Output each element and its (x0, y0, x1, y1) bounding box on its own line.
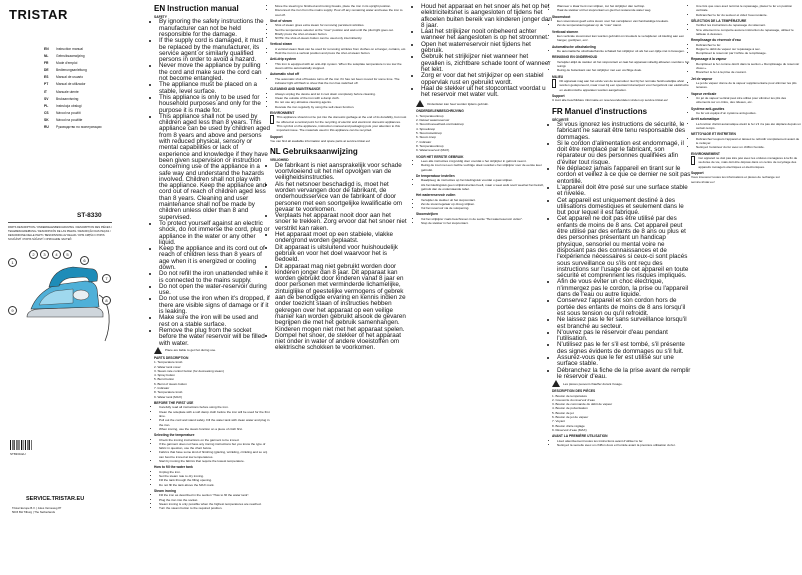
autooff-heading: Automatische uitschakeling (552, 44, 596, 49)
language-label: Manual de utilizador (56, 82, 86, 87)
safety-item: • Haal de stekker uit het stopcontact voordat u het reservoir met water vult. (421, 86, 553, 99)
part-item: 4. Bouton de pulvérisation (552, 406, 588, 411)
language-entry (44, 46, 112, 53)
recycle-bin-icon (691, 156, 695, 165)
fill-list (154, 470, 270, 487)
part-item: 9. Waterreservoir (MAX) (416, 148, 450, 153)
instruction-item: • NOTE: the shot-of-steam button can be used only intermittently. (275, 36, 407, 40)
safety-item: • Als het netsnoer beschadigd is, moet het worden vervangen door de fabrikant, de onderhoudsservice van de fabrikant of door personen met een soortgelijke kwalificatie om gevaar te voorkomen. (275, 182, 407, 213)
instruction-item: • Disconnect the iron from the mains supply. Pour off any remaining water and leave the iron to cool off. (275, 8, 407, 17)
part-item: 2. Water tank cover (154, 364, 181, 369)
ironing-finish-list (552, 4, 691, 13)
instruction-item: • Le jet de vapeur donne de la vapeur supplémentaire pour éliminer les plis tenaces. (696, 81, 801, 90)
part-item: 1. Temperatuurknop (416, 113, 444, 118)
support-text: Vous trouverez toutes les informations et pièces de rechange sur service.tristar.eu ! (691, 175, 780, 184)
language-code: RU (44, 125, 49, 130)
warning-text: Les pièces peuvent chauffer durant l'usage. (563, 381, 623, 386)
instruction-item: • Vul het strijkijzer zoals beschreven in de sectie "Het waterreservoir vullen". (421, 217, 553, 221)
fill-heading: Het waterreservoir vullen (416, 193, 456, 198)
part-item: 7. Indicator (416, 139, 432, 144)
instruction-item: • Lees alle instructies zorgvuldig door voordat u het strijkijzer in gebruik neemt. (421, 159, 553, 163)
instruction-item: • Stop de stekker in het stopcontact. (421, 221, 553, 225)
environment-block (270, 115, 407, 132)
instruction-item: • Do not use any abrasive cleaning agents. (275, 100, 407, 104)
nl-column (416, 4, 553, 225)
safety-item: • Dompel het snoer, de stekker of het apparaat niet onder in water of andere vloeistoffen om elektrische schokken te voorkomen. (275, 333, 407, 352)
instruction-item: • Descale the iron regularly by using the self-clean function. (275, 105, 407, 109)
fill-heading: Remplissage du réservoir d'eau (691, 38, 741, 43)
model-number: ST-8330 (77, 212, 102, 219)
instruction-item: • Vul het reservoir via de vulopening. (421, 206, 553, 210)
temperature-list (691, 23, 801, 36)
safety-item: • Remove the plug from the socket before the water reservoir will be filled with water. (159, 328, 270, 347)
instruction-item: • Débranchez le fer du secteur et videz l'eau restante. (696, 13, 801, 17)
parts-description-heading: PARTS DESCRIPTION / ONDERDELENBESCHRIJVING / DESCRIPTION DES PIÈCES / TEILEBESCHREIBUNG / DESCRIPCIÓN DE LAS PIEZAS / DESCRIÇÃO DAS PEÇAS / DESCRIZIONE DELLE PARTI / BESKRIVNING AV DELAR / OPIS CZĘŚCI / POPIS SOUČÁSTÍ / POPIS SÚČASTÍ / ОПИСАНИЕ ЧАСТЕЙ (8, 226, 112, 241)
environment-heading: ENVIRONMENT (270, 111, 295, 116)
safety-item: • Cet appareil est uniquement destiné à des utilisations domestiques et seulement dans le but pour lequel il est fabriqué. (557, 198, 691, 217)
temperature-list (416, 178, 553, 191)
autooff-list (270, 77, 407, 86)
language-label: Návod na použitie (56, 117, 83, 122)
language-label: Bedienungsanleitung (56, 68, 87, 73)
support-heading: Support (691, 171, 704, 176)
instruction-item: • A vertical steam blast can be used for removing wrinkles from clothes on a hanger, curtains, etc. (275, 47, 407, 51)
instruction-item: • Wanneer u klaar bent met strijken, zet het strijkijzer dan rechtop. (557, 4, 691, 8)
instruction-item: • Always unplug the device and let it cool down completely before cleaning. (275, 92, 407, 96)
warning-icon (416, 100, 424, 107)
safety-item: • Make sure the iron will be used and rest on a stable surface. (159, 315, 270, 328)
part-item: 2. Deksel waterreservoir (416, 118, 450, 123)
language-entry (44, 67, 112, 74)
language-code: CS (44, 110, 49, 115)
before-first-use-heading: BEFORE THE FIRST USE (154, 400, 194, 405)
before-first-use-list (416, 159, 553, 172)
language-list (44, 46, 112, 131)
vertical-heading: Vapeur verticale (691, 91, 717, 96)
part-item: 4. Spray button (154, 373, 175, 378)
cleaning-heading: CLEANING AND MAINTENANCE (270, 87, 321, 92)
language-entry (44, 117, 112, 124)
address-line: 5015 BH Tilburg | The Netherlands (12, 510, 55, 514)
parts-heading: PARTS DESCRIPTION (154, 355, 189, 360)
safety-item: • Débranchez la fiche de la prise avant de remplir le réservoir d'eau. (557, 368, 691, 381)
safety-item: • Het apparaat moet op een stabiele, vlakke ondergrond worden geplaatst. (275, 232, 407, 245)
hot-surface-warning (154, 347, 270, 354)
instruction-item: • Start by ironing the fabrics that require the lowest temperature. (159, 459, 270, 463)
brand-logo: TRISTAR (9, 7, 68, 22)
nl-fr-column (552, 4, 691, 447)
recycle-bin-icon (270, 115, 274, 124)
shot-list (270, 23, 407, 40)
instruction-item: • Nettoyez la semelle avec un chiffon doux et humide avant la première utilisation du fer. (557, 443, 691, 447)
cleaning-list (270, 92, 407, 109)
barcode-icon (10, 440, 32, 450)
safety-item: • N'utilisez pas le fer s'il est tombé, s'il présente des signes évidents de dommages ou s'il fuit. (557, 342, 691, 355)
steam-list (691, 62, 801, 75)
environment-block (691, 156, 801, 169)
vertical-list (691, 96, 801, 105)
before-first-use-list (552, 439, 691, 448)
instruction-item: • Check the ironing instructions on the garment to be ironed. (159, 438, 270, 442)
instruction-item: • When ironing, use the steam function on a piece of cloth first. (159, 427, 270, 431)
safety-item: • De fabrikant is niet aansprakelijk voor schade voortvloeiend uit het niet opvolgen van de veiligheidsinstructies. (275, 163, 407, 182)
part-item: 6. Bouton de jet de vapeur (552, 415, 589, 420)
callout-6: 6 (80, 256, 89, 265)
part-item: 1. Bouton de température (552, 393, 588, 398)
instruction-item: • Reinig de buitenkant van het strijkijzer met een vochtige doek. (557, 68, 691, 72)
callout-9: 9 (8, 306, 17, 315)
lang-code: EN (154, 4, 166, 13)
en-nl-column (270, 4, 407, 352)
instruction-item: • La fonction d'arrêt automatique éteint le fer s'il n'a pas été déplacé depuis un certain temps. (696, 122, 801, 131)
language-label: Manuale utente (56, 89, 79, 94)
safety-item: • Ne déplacez jamais l'appareil en tirant sur le cordon et veillez à ce que ce dernier ne soit pas entortillé. (557, 166, 691, 185)
safety-item: • Afin de vous éviter un choc électrique, n'immergez pas le cordon, la prise ou l'appareil dans de l'eau ou autre liquide. (557, 279, 691, 298)
instruction-item: • Raadpleeg de instructies op het kledingstuk voordat u gaat strijken. (421, 178, 553, 182)
language-code: PL (44, 103, 49, 108)
safety-item: • N'ouvrez pas le réservoir d'eau pendant l'utilisation. (557, 330, 691, 343)
divider (8, 222, 112, 223)
shot-heading: Stoomstoot (552, 14, 571, 19)
fr-heading (552, 107, 691, 116)
temperature-heading: SÉLECTION DE LA TEMPÉRATURE (691, 18, 747, 23)
part-item: 3. Steam rate control button (for decreasing steam) (154, 368, 224, 373)
instruction-item: • Lisez attentivement toutes les instructions avant d'utiliser le fer. (557, 439, 691, 443)
shot-heading: Shot of steam (270, 18, 292, 23)
instruction-item: • Fabrics that have some kind of finishing (glazing, wrinkling, crinkling and so on) can best be ironed at low temperatures. (159, 450, 270, 459)
language-label: Bruksanvisning (56, 96, 79, 101)
safety-item: • Zorg er voor dat het strijkijzer op een stabiel oppervlak rust en gebruikt wordt. (421, 73, 553, 86)
safety-item: • Do not use the iron when it's dropped, if there are visible signs of damage or if it is leaking. (159, 296, 270, 315)
instruction-item: • Plug the iron into the socket. (159, 498, 270, 502)
language-label: Instrukcja obsługi (56, 103, 82, 108)
before-first-use-list (154, 405, 270, 431)
instruction-item: • Fill the tank through the filling opening. (159, 478, 270, 482)
language-label: Návod na použití (56, 110, 81, 115)
instruction-item: • Clean the soleplate with a soft damp cloth before the iron will be used for the first time. (159, 410, 270, 419)
instruction-item: • Unplug the iron. (159, 470, 270, 474)
warning-icon (154, 347, 162, 354)
safety-list (552, 122, 691, 380)
parts-heading: ONDERDELENBESCHRIJVING (416, 109, 464, 114)
parts-list (416, 114, 553, 153)
instruction-item: • Als het kledingstuk geen strijkinstructies heeft, maar u weet welk soort weefsel het betreft, gebruik dan de onderstaande tabel. (421, 183, 553, 192)
instruction-item: • Een verticale stoomstoot kan worden gebruikt om kreukels te verwijderen uit kleding aan een hanger, gordijnen, enz. (557, 34, 691, 43)
instruction-item: • Débranchez le fer. (696, 43, 801, 47)
safety-item: • L'appareil doit être posé sur une surface stable et nivelée. (557, 185, 691, 198)
language-code: FR (44, 61, 49, 66)
language-label: Manual de usuario (56, 75, 84, 80)
safety-heading: VEILIGHEID (270, 158, 289, 163)
language-entry (44, 89, 112, 96)
instruction-item: • The automatic shut off feature turns off the iron if it has not been moved for some time. The indicator light will flash to show that the iron has switched off. (275, 77, 407, 86)
barcode-label: ST8330-EU (10, 452, 26, 456)
instruction-item: • Fill the iron as described in the section "How to fill the water tank". (159, 493, 270, 497)
antidrip-list (691, 111, 801, 115)
part-item: 5. Stoomstootknop (416, 131, 442, 136)
part-item: 3. Bouton de commande du débit de vapeur (552, 402, 613, 407)
instruction-item: • This iron is equipped with an anti-drip system. When the soleplate temperature is too low the steam will be automatically stopped. (275, 62, 407, 71)
company-address (12, 506, 112, 514)
instruction-item: • If the garment does not have any ironing instructions but you know the type of fabric in question, use the chart below. (159, 442, 270, 451)
language-code: SV (44, 96, 49, 101)
language-code: IT (44, 89, 47, 94)
support-text: You can find all available information and spare parts at service.tristar.eu! (270, 139, 371, 144)
language-entry (44, 124, 112, 131)
part-item: 6. Burst of steam button (154, 381, 187, 386)
en-column (154, 4, 270, 510)
instruction-item: • Set the steam rate to dry ironing. (159, 474, 270, 478)
part-item: 6. Stoom knop (416, 135, 436, 140)
lang-code: NL (270, 147, 281, 157)
instruction-item: • Débranchez toujours l'appareil et laissez-le refroidir complètement avant de le nettoyer. (696, 137, 801, 146)
service-url[interactable]: SERVICE.TRISTAR.EU (26, 496, 85, 502)
instruction-item: • Do not fill the tank above the MAX mark. (159, 483, 270, 487)
vertical-heading: Vertical steam (270, 42, 293, 47)
environment-block (552, 79, 691, 92)
safety-item: • Verplaats het apparaat nooit door aan het snoer te trekken. Zorg ervoor dat het snoer niet verstrikt kan raken. (275, 213, 407, 232)
autooff-list (691, 122, 801, 131)
cleaning-list (691, 137, 801, 150)
environment-text: Cet appareil ne doit pas être jeté avec les ordures ménagères à la fin de sa durée de vie, mais doit être déposé dans un centre de recyclage des appareils ménagers électriques et électroniques. (698, 156, 798, 169)
instruction-item: • Si le vêtement ne comporte aucune instruction de repassage, utilisez le tableau ci-dessous. (696, 28, 801, 37)
ironing-finish-list (691, 4, 801, 17)
instruction-item: • Branchez le fer à la prise de courant. (696, 70, 801, 74)
warning-icon (552, 380, 560, 387)
shot-list (691, 81, 801, 90)
instruction-item: • Réglez le débit de vapeur sur repassage à sec. (696, 47, 801, 51)
instruction-item: • Move the steering to finished and ironing breaks, place the iron in its upright position. (275, 4, 407, 8)
part-item: 5. Burst button (154, 377, 175, 382)
hot-surface-warning (552, 380, 691, 387)
safety-item: • The appliance must be placed on a stable, level surface. (159, 82, 270, 95)
safety-list-continued (416, 4, 553, 98)
temperature-heading: Selecting the temperature (154, 433, 195, 438)
language-code: ES (44, 75, 49, 80)
instruction-item: • Une fois que vous avez terminé le repassage, placez le fer en position verticale. (696, 4, 801, 13)
instruction-item: • Clean the outside of the iron with a damp cloth. (275, 96, 407, 100)
nl-heading (270, 147, 407, 156)
safety-item: • Laat het strijkijzer nooit onbeheerd achter wanneer het aangesloten is op het stroomnet. (421, 29, 553, 42)
part-item: 4. Sproeiknop (416, 126, 436, 131)
language-entry (44, 53, 112, 60)
instruction-item: • Remplissez le fer comme décrit dans la section « Remplissage du réservoir d'eau ». (696, 62, 801, 71)
safety-item: • Gebruik het strijkijzer niet wanneer het gevallen is, zichtbare schade toont of wanneer het lekt. (421, 54, 553, 73)
part-item: 3. Stoomhoeveelheid-controleknop (416, 122, 464, 127)
part-item: 9. Réservoir d'eau (MAX) (552, 427, 587, 432)
safety-item: • Open het waterreservoir niet tijdens het gebruik. (421, 42, 553, 55)
warning-text: Place are liable to get hot during use. (165, 348, 217, 353)
support-heading: Support (270, 134, 283, 139)
antidrip-heading: Système anti-gouttes (691, 106, 725, 111)
steam-heading: Stoomstrijken (416, 212, 438, 217)
instruction-item: • Pull out the cord and stand safely. Fill the water tank with clean water and plug in the iron. (159, 418, 270, 427)
language-code: PT (44, 82, 49, 87)
antidrip-heading: Anti-drip system (270, 57, 297, 62)
part-item: 9. Water tank (MAX) (154, 394, 182, 399)
cover-page (0, 0, 116, 575)
instruction-item: • Remplissez le réservoir par l'orifice de remplissage. (696, 51, 801, 55)
cleaning-heading: NETTOYAGE ET ENTRETIEN (691, 132, 736, 137)
instruction-item: • De automatische uitschakelfunctie schakelt het strijkijzer uit als het een tijdje niet is bewogen. (557, 49, 691, 53)
before-first-use-heading: VOOR HET EERSTE GEBRUIK (416, 154, 464, 159)
shot-list (552, 19, 691, 28)
environment-text: This appliance should not be put into the domestic garbage at the end of its durability, but must be offered at a central point for the recycling of electric and electronic domestic appliances. This symbol on the appliance, instruction manual and packaging puts your attention to this important issue. The materials used in this appliance can be recycled. (276, 115, 407, 133)
language-entry (44, 60, 112, 67)
safety-item: • Keep the appliance and its cord out of reach of children less than 8 years of age when it is energized or cooling down. (159, 246, 270, 271)
language-code: SK (44, 117, 49, 122)
steam-heading: Repassage à la vapeur (691, 57, 727, 62)
instruction-item: • Reinig de zool met een zachte vochtige doek voordat u het strijkijzer voor de eerste keer gebruikt. (421, 163, 553, 172)
parts-list (154, 360, 270, 399)
environment-heading: ENVIRONNEMENT (691, 151, 720, 156)
instruction-item: • Carefully read all instructions before using the iron. (159, 405, 270, 409)
fill-heading: How to fill the water tank (154, 465, 193, 470)
autooff-heading: Arrêt automatique (691, 117, 720, 122)
safety-item: • Houd het apparaat en het snoer als het op het elektriciteitsnet is aangesloten of tijdens het afkoelen buiten bereik van kinderen jonger dan 8 jaar. (421, 4, 553, 29)
temperature-list (154, 438, 270, 464)
instruction-item: • Vérifiez les instructions de repassage du vêtement. (696, 23, 801, 27)
hot-surface-warning (416, 100, 553, 107)
en-heading (154, 4, 270, 13)
section-title: Gebruiksaanwijzing (282, 147, 358, 157)
instruction-item: • Briefly press the shot-of-steam button. (275, 32, 407, 36)
instruction-item: • Verwijder altijd de stekker uit het stopcontact en laat het apparaat volledig afkoelen voordat u het reinigt. (557, 60, 691, 69)
support-heading: Support (552, 93, 565, 98)
safety-list (270, 163, 407, 352)
part-item: 8. Temperatuurknop (416, 143, 444, 148)
instruction-item: • Een stoomstoot geeft extra stoom voor het verwijderen van hardnekkige kreukels. (557, 19, 691, 23)
safety-item: • Assurez-vous que le fer est utilisé sur une surface stable. (557, 355, 691, 368)
callout-7: 7 (102, 274, 111, 283)
autooff-list (552, 49, 691, 53)
part-item: 8. Temperature knob (154, 390, 183, 395)
callout-2: 2 (29, 250, 38, 259)
safety-heading: SAFETY (154, 15, 168, 19)
safety-item: • Cet appareil ne doit pas être utilisé par des enfants de moins de 8 ans. Cet appareil peut être utilisé par des enfants de 8 ans ou plus et des personnes présentant un handicap physique, sensoriel ou mental voire ne disposant pas des connaissances et de l'expérience nécessaires si ceux-ci sont placés sous surveillance ou s'ils ont reçu des instructions sur l'usage de cet appareil en toute sécurité et comprennent les risques impliqués. (557, 216, 691, 279)
steam-list (154, 493, 270, 510)
safety-item: • Dit apparaat is uitsluitend voor huishoudelijk gebruik en voor het doel waarvoor het is bedoeld. (275, 245, 407, 264)
safety-item: • To protect yourself against an electric shock, do not immerse the cord, plug or appliance in the water or any other liquid. (159, 221, 270, 246)
environment-text: Dit apparaat mag aan het einde van de levensduur niet bij het normale huishoudelijke afval worden gedeponeerd, maar moet bij een speciaal inzamelpunt voor hergebruik van elektrische en elektronische apparaten worden aangeboden. (559, 79, 689, 92)
safety-item: • Si le cordon d'alimentation est endommagé, il doit être remplacé par le fabricant, son réparateur ou des personnes qualifiées afin d'éviter tout risque. (557, 141, 691, 166)
instruction-item: • Verwijder de stekker uit het stopcontact. (421, 198, 553, 202)
part-item: 2. Couvercle du réservoir d'eau (552, 397, 595, 402)
ironing-finish-list (270, 4, 407, 17)
recycle-bin-icon (552, 79, 556, 88)
vertical-list (552, 34, 691, 43)
fill-list (416, 198, 553, 211)
instruction-item: • Haal de stekker uit het stopcontact en giet het resterende water weg. (557, 8, 691, 12)
autooff-heading: Automatic shut off (270, 72, 300, 77)
steam-heading: Steam ironing (154, 488, 176, 493)
antidrip-list (270, 62, 407, 71)
part-item: 1. Temperature knob (154, 360, 183, 365)
instruction-item: • Nettoyez l'extérieur du fer avec un chiffon humide. (696, 145, 801, 149)
language-entry (44, 110, 112, 117)
callout-4: 4 (52, 250, 61, 259)
safety-heading: SÉCURITÉ (552, 117, 569, 122)
warning-text: Onderdelen kan heet worden tijdens gebruik. (427, 101, 489, 106)
instruction-item: • Ce fer est équipé d'un système anti-gouttes. (696, 111, 801, 115)
vertical-list (270, 47, 407, 56)
language-entry (44, 81, 112, 88)
parts-heading: DESCRIPTION DES PIÈCES (552, 389, 596, 394)
safety-item: • Do not refill the iron unattended while it is connected to the mains supply. (159, 271, 270, 284)
safety-item: • This appliance shall not be used by children aged less than 8 years. This appliance can be used by children aged from 8 years and above and persons with reduced physical, sensory or mental capabilities or lack of experience and knowledge if they have been given supervision or instruction concerning use of the appliance in a safe way and understand the hazards involved. Children shall not play with the appliance. Keep the appliance and cord out of reach of children aged less than 8 years. Cleaning and user maintenance shall not be made by children unless older than 8 and supervised. (159, 114, 270, 221)
section-title: Instruction manual (167, 4, 239, 13)
callout-8: 8 (102, 296, 111, 305)
instruction-item: • Un jet de vapeur vertical peut être utilisé pour éliminer les plis des vêtements sur un cintre, des rideaux, etc. (696, 96, 801, 105)
callout-1: 1 (8, 258, 17, 267)
instruction-item: • Hold the iron in a vertical position and press the shot-of-steam button. (275, 51, 407, 55)
safety-item: • By ignoring the safety instructions the manufacturer can not be held responsible for the damage. (159, 19, 270, 38)
callout-3: 3 (40, 250, 49, 259)
safety-item: • Ne laissez pas le fer sans surveillance lorsqu'il est branché au secteur. (557, 317, 691, 330)
shot-heading: Jet de vapeur (691, 76, 713, 81)
language-entry (44, 103, 112, 110)
part-item: 8. Bouton d'aire réglage (552, 423, 585, 428)
fr-column (691, 4, 801, 184)
instruction-item: • Zet de stoomregelaar op droog strijken. (421, 202, 553, 206)
language-label: Instruction manual (56, 47, 83, 51)
instruction-item: • Set the temperature selector at the "max" position and wait until the pilot light goes out. (275, 28, 407, 32)
language-label: Руководство по эксплуатации (56, 125, 102, 130)
language-label: Mode d'emploi (56, 61, 78, 66)
address-line: Tristar Europe B.V. | Jules Verneweg 87 (12, 506, 62, 510)
language-entry (44, 74, 112, 81)
instruction-item: • Shot of steam gives extra steam for removing persistent wrinkles. (275, 23, 407, 27)
safety-item: • Never move the appliance by pulling the cord and make sure the cord can not become entangled. (159, 63, 270, 82)
temperature-heading: De temperatuur instellen (416, 173, 455, 178)
instruction-item: • Zet de temperatuurregelaar op de "max" stand. (557, 23, 691, 27)
part-item: 7. Voyant (552, 419, 565, 424)
language-label: Gebruiksaanwijzing (56, 54, 85, 59)
language-code: EN (44, 47, 49, 51)
safety-item: • If the supply cord is damaged, it must be replaced by the manufacturer, its service agent or similarly qualified persons in order to avoid a hazard. (159, 38, 270, 63)
safety-item: • Do not open the water-reservoir during use. (159, 284, 270, 297)
steam-iron-illustration (9, 255, 113, 345)
language-code: DE (44, 68, 49, 73)
callout-5: 5 (63, 250, 72, 259)
language-entry (44, 96, 112, 103)
safety-list (154, 19, 270, 346)
before-first-use-heading: AVANT LA PREMIÈRE UTILISATION (552, 434, 608, 439)
safety-item: • Dit apparaat mag niet gebruikt worden door kinderen jonger dan 8 jaar. Dit apparaat kan worden gebruikt door kinderen vanaf 8 jaar en door personen met verminderde lichamelijke, zintuiglijke of geestelijke vermogens of gebrek aan de benodigde ervaring en kennis indien ze onder toezicht staan of instructies hebben gekregen over het apparaat op een veilige manier kan worden gebruikt alsook de gevaren begrijpen die met het gebruik samenhangen. Kinderen mogen niet met het apparaat spelen. (275, 264, 407, 333)
environment-heading: MILIEU (552, 74, 564, 79)
cleaning-list (552, 60, 691, 73)
section-title: Manuel d'instructions (564, 106, 648, 116)
parts-list (552, 394, 691, 433)
safety-item: • Si vous ignorez les instructions de sécurité, le fabricant ne saurait être tenu responsable des dommages. (557, 122, 691, 141)
lang-code: FR (552, 106, 563, 116)
vertical-heading: Verticaal stomen (552, 29, 579, 34)
steam-list (416, 217, 553, 226)
cleaning-heading: REINIGING EN ONDERHOUD (552, 55, 598, 60)
fill-list (691, 43, 801, 56)
support-text: U kunt alle beschikbare informatie en reserveonderdelen vinden op service.tristar.eu! (552, 98, 669, 103)
language-code: NL (44, 54, 49, 59)
instruction-item: • Steam ironing is only possible when the highest temperatures are reached. (159, 502, 270, 506)
instruction-item: • Turn the steam button to the required position. (159, 506, 270, 510)
part-item: 5. Bouton de jet (552, 410, 574, 415)
safety-item: • This appliance is only to be used for household purposes and only for the purpose it is made for. (159, 95, 270, 114)
part-item: 7. Indicator (154, 386, 170, 391)
safety-item: • Conservez l'appareil et son cordon hors de portée des enfants de moins de 8 ans lorsqu'il est sous tension ou qu'il refroidit. (557, 298, 691, 317)
